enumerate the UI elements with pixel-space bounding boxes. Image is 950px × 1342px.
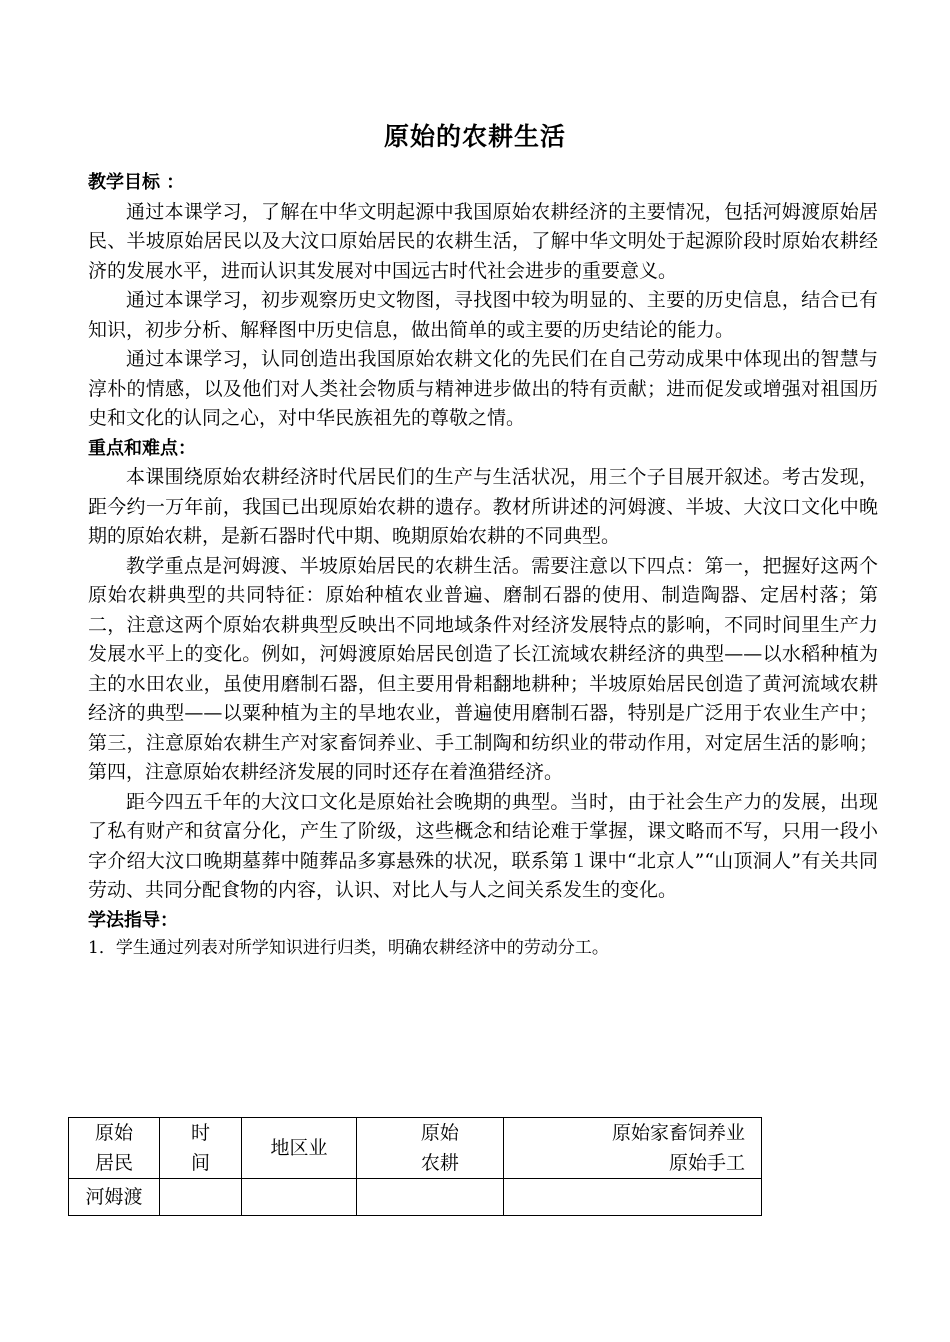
objectives-heading: 教学目标 ： — [88, 172, 185, 193]
method-heading: 学法指导： — [88, 909, 178, 931]
page-title: 原始的农耕生活 — [383, 122, 566, 151]
table-cell — [160, 1179, 242, 1216]
objectives-paragraph: 通过本课学习，认同创造出我国原始农耕文化的先民们在自己劳动成果中体现出的智慧与淳朴的情感，以及他们对人类社会物质与精神进步做出的特有贡献；进而促发或增强对祖国历史和文化的认同之心，对中华民族祖先的尊敬之情。 — [88, 348, 878, 429]
key-points-heading: 重点和难点： — [88, 437, 196, 459]
key-points-paragraph: 教学重点是河姆渡、半坡原始居民的农耕生活。需要注意以下四点：第一，把握好这两个原始农耕典型的共同特征：原始种植农业普遍、磨制石器的使用、制造陶器、定居村落；第二，注意这两个原始农耕典型反映出不同地域条件对经济发展特点的影响，不同时间里生产力发展水平上的变化。例如，河姆渡原始居民创造了长江流域农耕经济的典型——以水稻种植为主的水田农业，虽使用磨制石器，但主要用骨耜翻地耕种；半坡原始居民创造了黄河流域农耕经济的典型——以粟种植为主的旱地农业，普遍使用磨制石器，特别是广泛用于农业生产中；第三，注意原始农耕生产对家畜饲养业、手工制陶和纺织业的带动作用，对定居生活的影响；第四，注意原始农耕经济发展的同时还存在着渔猎经济。 — [88, 554, 878, 783]
header-cell-line: 原始家畜饲养业 — [611, 1122, 745, 1144]
table-row — [69, 1179, 762, 1216]
table-cell — [357, 1179, 504, 1216]
objectives-paragraph: 通过本课学习，初步观察历史文物图，寻找图中较为明显的、主要的历史信息，结合已有知识，初步分析、解释图中历史信息，做出简单的或主要的历史结论的能力。 — [88, 289, 878, 341]
table-cell: 河姆渡 — [69, 1179, 160, 1216]
method-note: 1．学生通过列表对所学知识进行归类，明确农耕经济中的劳动分工。 — [88, 938, 609, 958]
table-cell — [504, 1179, 762, 1216]
table-header-row — [69, 1118, 762, 1179]
header-cell: 原始居民 — [69, 1118, 160, 1179]
header-cell-line: 原始手工 — [668, 1152, 745, 1174]
header-cell: 地区业 — [242, 1118, 357, 1179]
header-cell: 时间 — [160, 1118, 242, 1179]
header-cell — [504, 1118, 762, 1179]
objectives-paragraph: 通过本课学习，了解在中华文明起源中我国原始农耕经济的主要情况，包括河姆渡原始居民、半坡原始居民以及大汶口原始居民的农耕生活，了解中华文明处于起源阶段时原始农耕经济的发展水平，进而认识其发展对中国远古时代社会进步的重要意义。 — [88, 200, 878, 282]
header-cell: 原始农耕 — [357, 1118, 504, 1179]
key-points-paragraph: 本课围绕原始农耕经济时代居民们的生产与生活状况，用三个子目展开叙述。考古发现，距今约一万年前，我国已出现原始农耕的遗存。教材所讲述的河姆渡、半坡、大汶口文化中晚期的原始农耕，是新石器时代中期、晚期原始农耕的不同典型。 — [88, 466, 878, 547]
key-points-paragraph: 距今四五千年的大汶口文化是原始社会晚期的典型。当时，由于社会生产力的发展，出现了私有财产和贫富分化，产生了阶级，这些概念和结论难于掌握，课文略而不写，只用一段小字介绍大汶口晚期墓葬中随葬品多寡悬殊的状况，联系第１课中“北京人”“山顶洞人”有关共同劳动、共同分配食物的内容，认识、对比人与人之间关系发生的变化。 — [88, 790, 878, 901]
classification-table — [68, 1117, 762, 1216]
table-cell — [242, 1179, 357, 1216]
document-body — [88, 168, 878, 961]
